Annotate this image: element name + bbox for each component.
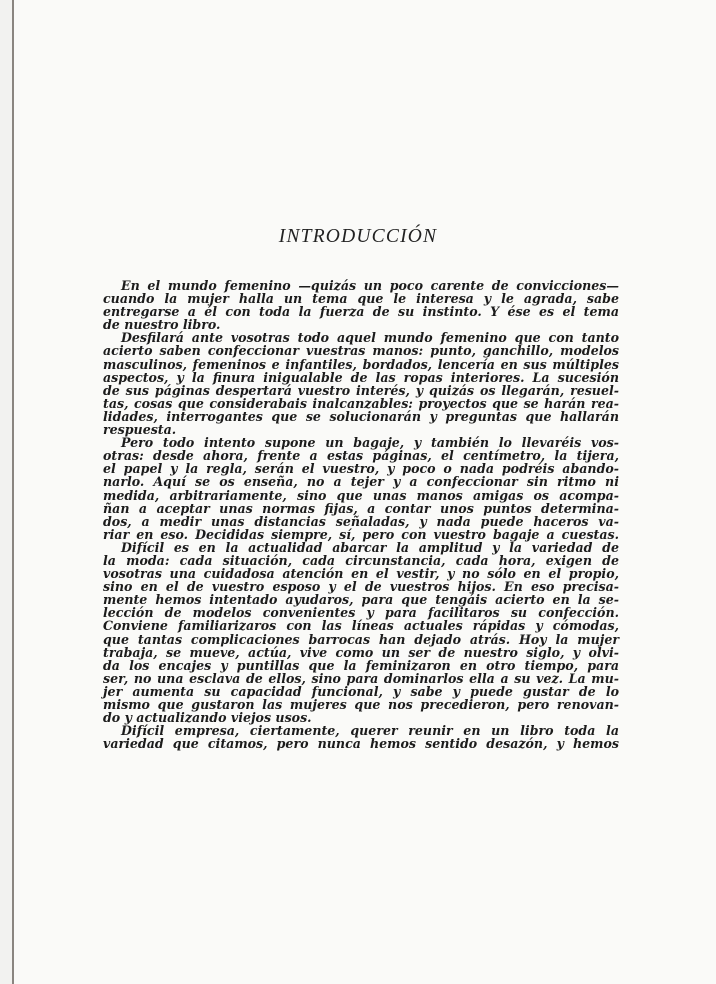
text-line: vosotras una cuidadosa atención en el vestir, y no sólo en el propio, <box>103 566 619 582</box>
text-line: la moda: cada situación, cada circunstancia, cada hora, exigen de <box>103 552 619 568</box>
text-line: trabaja, se mueve, actúa, vive como un ser de nuestro siglo, y olvi- <box>103 644 619 660</box>
text-line: aspectos, y la finura inigualable de las ropas interiores. La sucesión <box>103 369 619 385</box>
paragraph-2 <box>103 331 619 436</box>
chapter-title: INTRODUCCIÓN <box>278 226 438 247</box>
body-text <box>103 279 619 750</box>
text-line: ser, no una esclava de ellos, sino para dominarlos ella a su vez. La mu- <box>103 670 619 686</box>
text-line: de nuestro libro. <box>103 317 221 333</box>
text-line: Difícil empresa, ciertamente, querer reunir en un libro toda la <box>121 723 619 739</box>
text-line: mismo que gustaron las mujeres que nos precedieron, pero renovan- <box>103 697 619 712</box>
text-line: respuesta. <box>103 422 177 438</box>
text-line: otras: desde ahora, frente a estas páginas, el centímetro, la tijera, <box>103 448 619 464</box>
text-line: que tantas complicaciones barrocas han dejado atrás. Hoy la mujer <box>103 631 619 647</box>
page-edge-shadow <box>0 0 12 984</box>
text-line: Conviene familiarizaros con las líneas actuales rápidas y cómodas, <box>103 618 619 634</box>
paragraph-3 <box>103 436 619 541</box>
text-line: medida, arbitrariamente, sino que unas manos amigas os acompa- <box>103 487 619 503</box>
text-line: cuando la mujer halla un tema que le interesa y le agrada, sabe <box>103 291 619 307</box>
text-line: masculinos, femeninos e infantiles, bordados, lencería en sus múltiples <box>103 356 619 372</box>
text-line: dos, a medir unas distancias señaladas, y nada puede haceros va- <box>103 513 619 529</box>
text-line: riar en eso. Decididas siempre, sí, pero con vuestro bagaje a cuestas. <box>103 526 619 542</box>
text-line: jer aumenta su capacidad funcional, y sabe y puede gustar de lo <box>103 683 619 699</box>
paragraph-5 <box>103 724 619 750</box>
text-line: variedad que citamos, pero nunca hemos sentido desazón, y hemos <box>103 736 619 752</box>
text-line: acierto saben confeccionar vuestras manos: punto, ganchillo, modelos <box>103 343 619 359</box>
text-line: mente hemos intentado ayudaros, para que tengáis acierto en la se- <box>103 592 619 608</box>
text-line: tas, cosas que considerabais inalcanzables: proyectos que se harán rea- <box>103 395 619 411</box>
text-line: entregarse a él con toda la fuerza de su instinto. Y ése es el tema <box>103 304 619 320</box>
text-line: Desfilará ante vosotras todo aquel mundo femenino que con tanto <box>121 330 619 346</box>
text-line: de sus páginas despertará vuestro interés, y quizás os llegarán, resuel- <box>103 382 619 398</box>
text-line: Difícil es en la actualidad abarcar la amplitud y la variedad de <box>121 539 619 555</box>
text-line: da los encajes y puntillas que la feminizaron en otro tiempo, para <box>103 657 619 673</box>
text-line: lidades, interrogantes que se solucionarán y preguntas que hallarán <box>103 408 619 424</box>
text-line: sino en el de vuestro esposo y el de vuestros hijos. En eso precisa- <box>103 579 619 595</box>
text-line: lección de modelos convenientes y para facilitaros su confección. <box>103 605 619 621</box>
text-line: ñan a aceptar unas normas fijas, a contar unos puntos determina- <box>103 500 619 516</box>
paragraph-1 <box>103 279 619 331</box>
paragraph-4 <box>103 541 619 724</box>
text-line: narlo. Aquí se os enseña, no a tejer y a confeccionar sin ritmo ni <box>103 474 619 490</box>
page-binding-edge <box>12 0 14 984</box>
text-line: do y actualizando viejos usos. <box>103 710 312 726</box>
text-line: En el mundo femenino —quizás un poco carente de convicciones— <box>121 278 619 293</box>
text-line: el papel y la regla, serán el vuestro, y poco o nada podréis abando- <box>103 461 619 477</box>
text-line: Pero todo intento supone un bagaje, y también lo llevaréis vos- <box>121 435 619 451</box>
